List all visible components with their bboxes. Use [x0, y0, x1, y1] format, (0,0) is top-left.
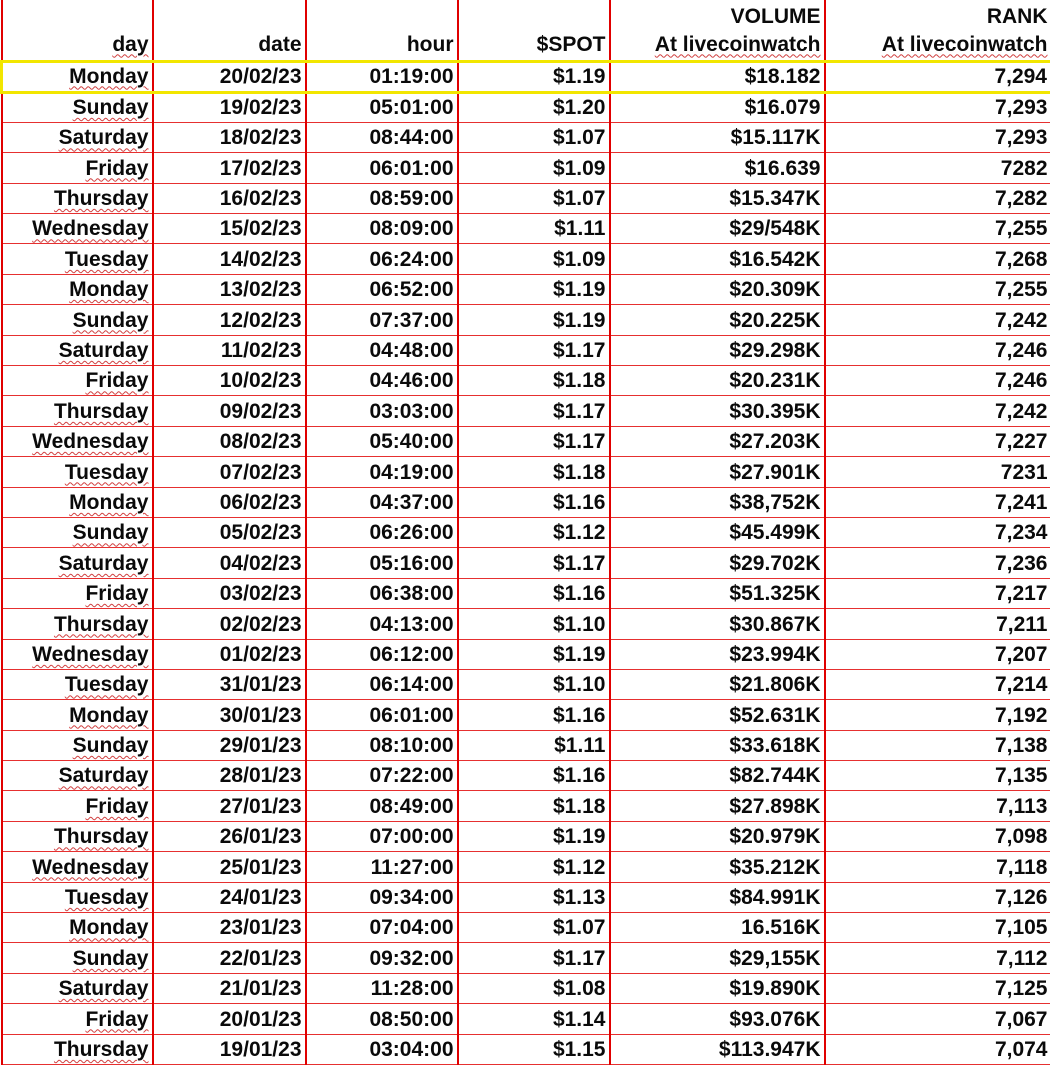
cell-spot[interactable]: $1.18 — [458, 366, 610, 396]
cell-day[interactable]: Monday — [2, 487, 153, 517]
cell-spot[interactable]: $1.09 — [458, 153, 610, 183]
cell-spot[interactable]: $1.09 — [458, 244, 610, 274]
cell-volume[interactable]: $93.076K — [610, 1004, 825, 1034]
header-date[interactable] — [153, 0, 306, 61]
cell-rank[interactable]: 7,138 — [825, 730, 1050, 760]
cell-volume[interactable]: $29.702K — [610, 548, 825, 578]
cell-day[interactable]: Sunday — [2, 305, 153, 335]
cell-day[interactable]: Sunday — [2, 730, 153, 760]
cell-spot[interactable]: $1.16 — [458, 578, 610, 608]
cell-rank[interactable]: 7,113 — [825, 791, 1050, 821]
cell-rank[interactable]: 7,074 — [825, 1034, 1050, 1064]
cell-day[interactable]: Saturday — [2, 122, 153, 152]
cell-spot[interactable]: $1.16 — [458, 487, 610, 517]
header-volume-sub: At livecoinwatch — [654, 32, 821, 56]
cell-volume[interactable]: $27.901K — [610, 457, 825, 487]
cell-volume[interactable]: $113.947K — [610, 1034, 825, 1064]
cell-rank[interactable]: 7282 — [825, 153, 1050, 183]
cell-day[interactable]: Monday — [2, 913, 153, 943]
cell-spot[interactable]: $1.19 — [458, 61, 610, 92]
cell-day[interactable]: Monday — [2, 274, 153, 304]
cell-rank[interactable]: 7,293 — [825, 122, 1050, 152]
cell-rank[interactable]: 7,234 — [825, 517, 1050, 547]
header-volume[interactable] — [610, 0, 825, 61]
cell-spot[interactable]: $1.16 — [458, 700, 610, 730]
cell-volume[interactable]: $16.079 — [610, 92, 825, 122]
cell-date[interactable]: 12/02/23 — [153, 305, 306, 335]
header-rank-sub: At livecoinwatch — [881, 32, 1048, 56]
cell-rank[interactable]: 7,098 — [825, 821, 1050, 851]
cell-day[interactable]: Tuesday — [2, 669, 153, 699]
cell-day[interactable]: Friday — [2, 578, 153, 608]
table-row — [2, 274, 1050, 304]
cell-spot[interactable]: $1.07 — [458, 913, 610, 943]
cell-day[interactable]: Friday — [2, 153, 153, 183]
cell-spot[interactable]: $1.07 — [458, 122, 610, 152]
table-body — [2, 61, 1050, 1065]
cell-hour[interactable]: 04:37:00 — [306, 487, 458, 517]
cell-volume[interactable]: $35.212K — [610, 852, 825, 882]
cell-spot[interactable]: $1.14 — [458, 1004, 610, 1034]
cell-day[interactable]: Friday — [2, 366, 153, 396]
cell-hour[interactable]: 04:13:00 — [306, 609, 458, 639]
table-row — [2, 761, 1050, 791]
table-row — [2, 517, 1050, 547]
cell-date[interactable]: 20/02/23 — [153, 61, 306, 92]
cell-hour[interactable]: 08:50:00 — [306, 1004, 458, 1034]
table-row — [2, 882, 1050, 912]
header-rank-top: RANK — [986, 4, 1048, 28]
cell-hour[interactable]: 07:04:00 — [306, 913, 458, 943]
cell-date[interactable]: 17/02/23 — [153, 153, 306, 183]
cell-volume[interactable]: $84.991K — [610, 882, 825, 912]
table-row — [2, 943, 1050, 973]
cell-date[interactable]: 10/02/23 — [153, 366, 306, 396]
cell-rank[interactable]: 7,217 — [825, 578, 1050, 608]
cell-hour[interactable]: 05:40:00 — [306, 426, 458, 456]
cell-date[interactable]: 06/02/23 — [153, 487, 306, 517]
cell-spot[interactable]: $1.07 — [458, 183, 610, 213]
cell-rank[interactable]: 7,067 — [825, 1004, 1050, 1034]
cell-date[interactable]: 16/02/23 — [153, 183, 306, 213]
cell-hour[interactable]: 07:22:00 — [306, 761, 458, 791]
table-row — [2, 791, 1050, 821]
cell-hour[interactable]: 03:04:00 — [306, 1034, 458, 1064]
cell-hour[interactable]: 06:26:00 — [306, 517, 458, 547]
cell-rank[interactable]: 7,255 — [825, 214, 1050, 244]
cell-spot[interactable]: $1.10 — [458, 609, 610, 639]
cell-volume[interactable]: $15.117K — [610, 122, 825, 152]
cell-date[interactable]: 11/02/23 — [153, 335, 306, 365]
table-row — [2, 700, 1050, 730]
cell-day[interactable]: Wednesday — [2, 214, 153, 244]
cell-day[interactable]: Saturday — [2, 548, 153, 578]
cell-spot[interactable]: $1.12 — [458, 852, 610, 882]
cell-volume[interactable]: $20.979K — [610, 821, 825, 851]
cell-date[interactable]: 09/02/23 — [153, 396, 306, 426]
cell-hour[interactable]: 08:10:00 — [306, 730, 458, 760]
cell-rank[interactable]: 7,135 — [825, 761, 1050, 791]
cell-rank[interactable]: 7,293 — [825, 92, 1050, 122]
cell-hour[interactable]: 03:03:00 — [306, 396, 458, 426]
table-row — [2, 457, 1050, 487]
cell-date[interactable]: 13/02/23 — [153, 274, 306, 304]
cell-volume[interactable]: $82.744K — [610, 761, 825, 791]
cell-day[interactable]: Friday — [2, 791, 153, 821]
header-rank[interactable] — [825, 0, 1050, 61]
cell-hour[interactable]: 08:44:00 — [306, 122, 458, 152]
cell-spot[interactable]: $1.18 — [458, 457, 610, 487]
cell-spot[interactable]: $1.17 — [458, 426, 610, 456]
cell-day[interactable]: Thursday — [2, 821, 153, 851]
cell-date[interactable]: 20/01/23 — [153, 1004, 306, 1034]
cell-date[interactable]: 31/01/23 — [153, 669, 306, 699]
cell-volume[interactable]: $20.225K — [610, 305, 825, 335]
cell-hour[interactable]: 08:49:00 — [306, 791, 458, 821]
cell-volume[interactable]: $51.325K — [610, 578, 825, 608]
cell-date[interactable]: 15/02/23 — [153, 214, 306, 244]
header-day[interactable] — [2, 0, 153, 61]
cell-volume[interactable]: $16.542K — [610, 244, 825, 274]
cell-date[interactable]: 03/02/23 — [153, 578, 306, 608]
table-row — [2, 821, 1050, 851]
cell-rank[interactable]: 7,227 — [825, 426, 1050, 456]
cell-rank[interactable]: 7,246 — [825, 366, 1050, 396]
cell-day[interactable]: Thursday — [2, 609, 153, 639]
cell-date[interactable]: 26/01/23 — [153, 821, 306, 851]
cell-hour[interactable]: 05:16:00 — [306, 548, 458, 578]
cell-rank[interactable]: 7,125 — [825, 973, 1050, 1003]
cell-volume[interactable]: $33.618K — [610, 730, 825, 760]
cell-volume[interactable]: $20.231K — [610, 366, 825, 396]
cell-rank[interactable]: 7,207 — [825, 639, 1050, 669]
cell-day[interactable]: Friday — [2, 1004, 153, 1034]
table-row — [2, 1004, 1050, 1034]
cell-rank[interactable]: 7,294 — [825, 61, 1050, 92]
cell-spot[interactable]: $1.19 — [458, 821, 610, 851]
cell-spot[interactable]: $1.13 — [458, 882, 610, 912]
cell-hour[interactable]: 11:28:00 — [306, 973, 458, 1003]
cell-day[interactable]: Saturday — [2, 761, 153, 791]
cell-spot[interactable]: $1.19 — [458, 305, 610, 335]
cell-volume[interactable]: $29.298K — [610, 335, 825, 365]
cell-volume[interactable]: $29/548K — [610, 214, 825, 244]
cell-spot[interactable]: $1.17 — [458, 548, 610, 578]
cell-volume[interactable]: $30.867K — [610, 609, 825, 639]
cell-hour[interactable]: 06:52:00 — [306, 274, 458, 304]
table-row — [2, 973, 1050, 1003]
cell-day[interactable]: Tuesday — [2, 457, 153, 487]
cell-volume[interactable]: $16.639 — [610, 153, 825, 183]
cell-day[interactable]: Thursday — [2, 183, 153, 213]
cell-volume[interactable]: $19.890K — [610, 973, 825, 1003]
cell-date[interactable]: 07/02/23 — [153, 457, 306, 487]
cell-date[interactable]: 04/02/23 — [153, 548, 306, 578]
cell-spot[interactable]: $1.19 — [458, 274, 610, 304]
table-row — [2, 487, 1050, 517]
cell-rank[interactable]: 7,241 — [825, 487, 1050, 517]
cell-hour[interactable]: 06:14:00 — [306, 669, 458, 699]
table-row — [2, 244, 1050, 274]
table-row — [2, 335, 1050, 365]
cell-date[interactable]: 02/02/23 — [153, 609, 306, 639]
cell-spot[interactable]: $1.17 — [458, 396, 610, 426]
cell-spot[interactable]: $1.16 — [458, 761, 610, 791]
cell-day[interactable]: Tuesday — [2, 244, 153, 274]
table-row — [2, 305, 1050, 335]
table-row — [2, 639, 1050, 669]
cell-hour[interactable]: 06:24:00 — [306, 244, 458, 274]
cell-volume[interactable]: $38,752K — [610, 487, 825, 517]
cell-hour[interactable]: 06:01:00 — [306, 700, 458, 730]
cell-hour[interactable]: 06:01:00 — [306, 153, 458, 183]
cell-spot[interactable]: $1.18 — [458, 791, 610, 821]
cell-rank[interactable]: 7231 — [825, 457, 1050, 487]
cell-rank[interactable]: 7,112 — [825, 943, 1050, 973]
cell-hour[interactable]: 08:09:00 — [306, 214, 458, 244]
cell-date[interactable]: 23/01/23 — [153, 913, 306, 943]
cell-volume[interactable]: $29,155K — [610, 943, 825, 973]
cell-hour[interactable]: 09:34:00 — [306, 882, 458, 912]
table-row — [2, 214, 1050, 244]
header-date-label: date — [258, 32, 302, 56]
cell-volume[interactable]: $15.347K — [610, 183, 825, 213]
table-row — [2, 548, 1050, 578]
cell-hour[interactable]: 08:59:00 — [306, 183, 458, 213]
cell-volume[interactable]: $18.182 — [610, 61, 825, 92]
cell-day[interactable]: Tuesday — [2, 882, 153, 912]
cell-date[interactable]: 19/02/23 — [153, 92, 306, 122]
cell-spot[interactable]: $1.20 — [458, 92, 610, 122]
cell-volume[interactable]: $21.806K — [610, 669, 825, 699]
cell-day[interactable]: Thursday — [2, 1034, 153, 1064]
header-row — [2, 0, 1050, 61]
table-row — [2, 183, 1050, 213]
cell-hour[interactable]: 04:46:00 — [306, 366, 458, 396]
cell-spot[interactable]: $1.17 — [458, 335, 610, 365]
cell-spot[interactable]: $1.17 — [458, 943, 610, 973]
cell-hour[interactable]: 07:37:00 — [306, 305, 458, 335]
cell-spot[interactable]: $1.11 — [458, 730, 610, 760]
table-row — [2, 913, 1050, 943]
cell-hour[interactable]: 09:32:00 — [306, 943, 458, 973]
cell-day[interactable]: Wednesday — [2, 639, 153, 669]
cell-date[interactable]: 24/01/23 — [153, 882, 306, 912]
cell-hour[interactable]: 04:19:00 — [306, 457, 458, 487]
cell-day[interactable]: Monday — [2, 700, 153, 730]
cell-rank[interactable]: 7,192 — [825, 700, 1050, 730]
cell-hour[interactable]: 05:01:00 — [306, 92, 458, 122]
cell-spot[interactable]: $1.11 — [458, 214, 610, 244]
table-row — [2, 153, 1050, 183]
header-hour[interactable] — [306, 0, 458, 61]
cell-spot[interactable]: $1.19 — [458, 639, 610, 669]
header-spot[interactable] — [458, 0, 610, 61]
cell-date[interactable]: 18/02/23 — [153, 122, 306, 152]
header-spot-label: $SPOT — [536, 32, 606, 56]
cell-volume[interactable]: $20.309K — [610, 274, 825, 304]
cell-rank[interactable]: 7,255 — [825, 274, 1050, 304]
cell-volume[interactable]: $27.898K — [610, 791, 825, 821]
cell-volume[interactable]: $52.631K — [610, 700, 825, 730]
cell-volume[interactable]: $30.395K — [610, 396, 825, 426]
cell-date[interactable]: 21/01/23 — [153, 973, 306, 1003]
cell-date[interactable]: 25/01/23 — [153, 852, 306, 882]
table-row — [2, 61, 1050, 92]
cell-date[interactable]: 22/01/23 — [153, 943, 306, 973]
cell-volume[interactable]: 16.516K — [610, 913, 825, 943]
cell-rank[interactable]: 7,282 — [825, 183, 1050, 213]
table-row — [2, 609, 1050, 639]
cell-hour[interactable]: 04:48:00 — [306, 335, 458, 365]
cell-day[interactable]: Saturday — [2, 973, 153, 1003]
cell-day[interactable]: Wednesday — [2, 852, 153, 882]
cell-rank[interactable]: 7,126 — [825, 882, 1050, 912]
cell-day[interactable]: Monday — [2, 61, 153, 92]
cell-spot[interactable]: $1.12 — [458, 517, 610, 547]
header-day-label: day — [112, 32, 149, 56]
cell-rank[interactable]: 7,242 — [825, 305, 1050, 335]
cell-volume[interactable]: $23.994K — [610, 639, 825, 669]
table-row — [2, 426, 1050, 456]
table-row — [2, 396, 1050, 426]
cell-spot[interactable]: $1.15 — [458, 1034, 610, 1064]
cell-hour[interactable]: 06:38:00 — [306, 578, 458, 608]
cell-rank[interactable]: 7,246 — [825, 335, 1050, 365]
cell-rank[interactable]: 7,214 — [825, 669, 1050, 699]
table-row — [2, 92, 1050, 122]
cell-rank[interactable]: 7,118 — [825, 852, 1050, 882]
cell-day[interactable]: Sunday — [2, 92, 153, 122]
table-row — [2, 1034, 1050, 1064]
cell-date[interactable]: 08/02/23 — [153, 426, 306, 456]
table-row — [2, 578, 1050, 608]
cell-date[interactable]: 19/01/23 — [153, 1034, 306, 1064]
table-row — [2, 852, 1050, 882]
cell-day[interactable]: Sunday — [2, 943, 153, 973]
table-row — [2, 366, 1050, 396]
cell-day[interactable]: Thursday — [2, 396, 153, 426]
cell-rank[interactable]: 7,268 — [825, 244, 1050, 274]
cell-hour[interactable]: 07:00:00 — [306, 821, 458, 851]
cell-volume[interactable]: $45.499K — [610, 517, 825, 547]
cell-spot[interactable]: $1.08 — [458, 973, 610, 1003]
cell-rank[interactable]: 7,236 — [825, 548, 1050, 578]
table-row — [2, 122, 1050, 152]
cell-rank[interactable]: 7,105 — [825, 913, 1050, 943]
cell-day[interactable]: Sunday — [2, 517, 153, 547]
cell-date[interactable]: 29/01/23 — [153, 730, 306, 760]
cell-hour[interactable]: 11:27:00 — [306, 852, 458, 882]
cell-day[interactable]: Wednesday — [2, 426, 153, 456]
cell-spot[interactable]: $1.10 — [458, 669, 610, 699]
cell-volume[interactable]: $27.203K — [610, 426, 825, 456]
cell-date[interactable]: 01/02/23 — [153, 639, 306, 669]
cell-rank[interactable]: 7,242 — [825, 396, 1050, 426]
table-row — [2, 730, 1050, 760]
cell-date[interactable]: 14/02/23 — [153, 244, 306, 274]
cell-date[interactable]: 28/01/23 — [153, 761, 306, 791]
cell-date[interactable]: 30/01/23 — [153, 700, 306, 730]
cell-date[interactable]: 27/01/23 — [153, 791, 306, 821]
cell-rank[interactable]: 7,211 — [825, 609, 1050, 639]
cell-date[interactable]: 05/02/23 — [153, 517, 306, 547]
table-row — [2, 669, 1050, 699]
header-hour-label: hour — [406, 32, 454, 56]
cell-hour[interactable]: 01:19:00 — [306, 61, 458, 92]
cell-hour[interactable]: 06:12:00 — [306, 639, 458, 669]
header-volume-top: VOLUME — [730, 4, 821, 28]
cell-day[interactable]: Saturday — [2, 335, 153, 365]
